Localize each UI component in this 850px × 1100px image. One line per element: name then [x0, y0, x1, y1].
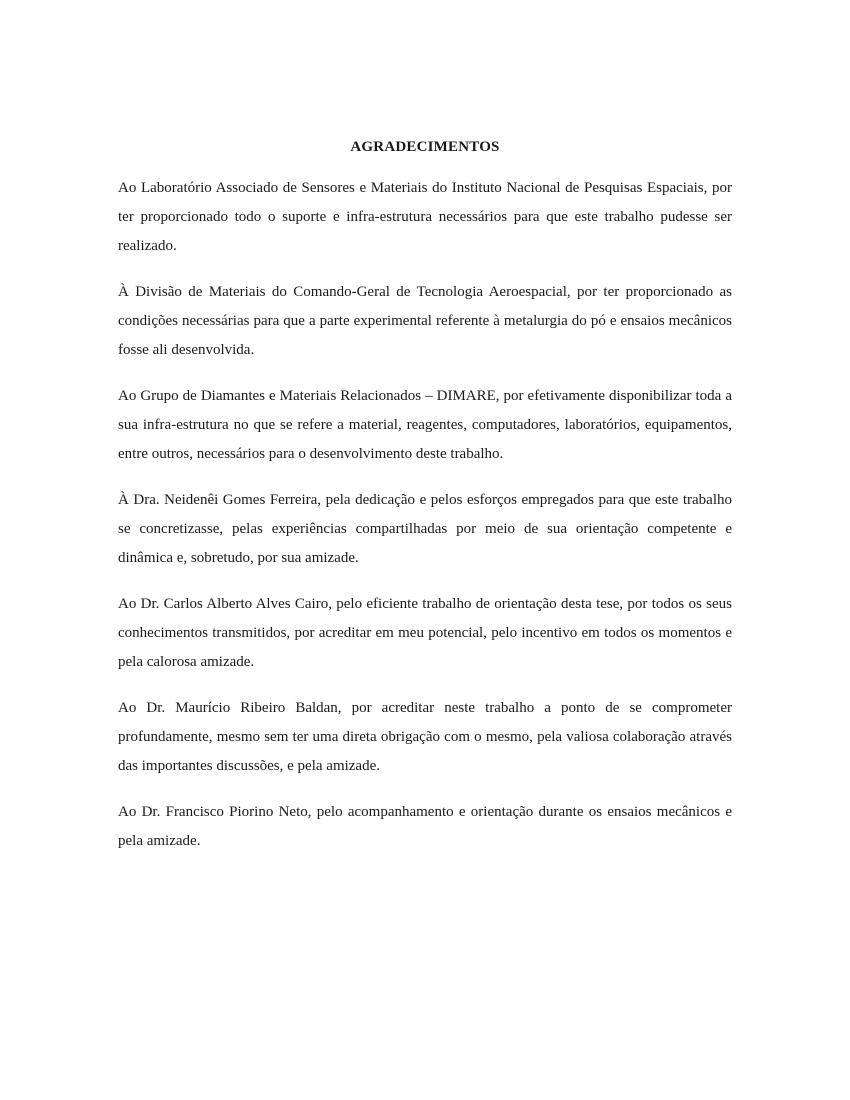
paragraph-dimare: Ao Grupo de Diamantes e Materiais Relacionados – DIMARE, por efetivamente disponibilizar toda a sua infra-estrutura no que se refere a material, reagentes, computadores, laboratórios, equipamentos, entre outros, necessários para o desenvolvimento deste trabalho.	[118, 388, 732, 462]
paragraph-divisao-materiais: À Divisão de Materiais do Comando-Geral de Tecnologia Aeroespacial, por ter proporcionado as condições necessárias para que a parte experimental referente à metalurgia do pó e ensaios mecânicos fosse ali desenvolvida.	[118, 284, 732, 358]
paragraph-lab-sensores: Ao Laboratório Associado de Sensores e Materiais do Instituto Nacional de Pesquisas Espaciais, por ter proporcionado todo o suporte e infra-estrutura necessários para que este trabalho pudesse ser realizado.	[118, 180, 732, 254]
page-title: AGRADECIMENTOS	[350, 139, 500, 155]
document-page	[118, 136, 732, 873]
paragraph-piorino: Ao Dr. Francisco Piorino Neto, pelo acompanhamento e orientação durante os ensaios mecânicos e pela amizade.	[118, 804, 732, 849]
paragraph-neidenei: À Dra. Neidenêi Gomes Ferreira, pela dedicação e pelos esforços empregados para que este trabalho se concretizasse, pelas experiências compartilhadas por meio de sua orientação competente e dinâmica e, sobretudo, por sua amizade.	[118, 492, 732, 566]
paragraph-cairo: Ao Dr. Carlos Alberto Alves Cairo, pelo eficiente trabalho de orientação desta tese, por todos os seus conhecimentos transmitidos, por acreditar em meu potencial, pelo incentivo em todos os momentos e pela calorosa amizade.	[118, 596, 732, 670]
paragraph-baldan: Ao Dr. Maurício Ribeiro Baldan, por acreditar neste trabalho a ponto de se comprometer profundamente, mesmo sem ter uma direta obrigação com o mesmo, pela valiosa colaboração através das importantes discussões, e pela amizade.	[118, 700, 732, 774]
